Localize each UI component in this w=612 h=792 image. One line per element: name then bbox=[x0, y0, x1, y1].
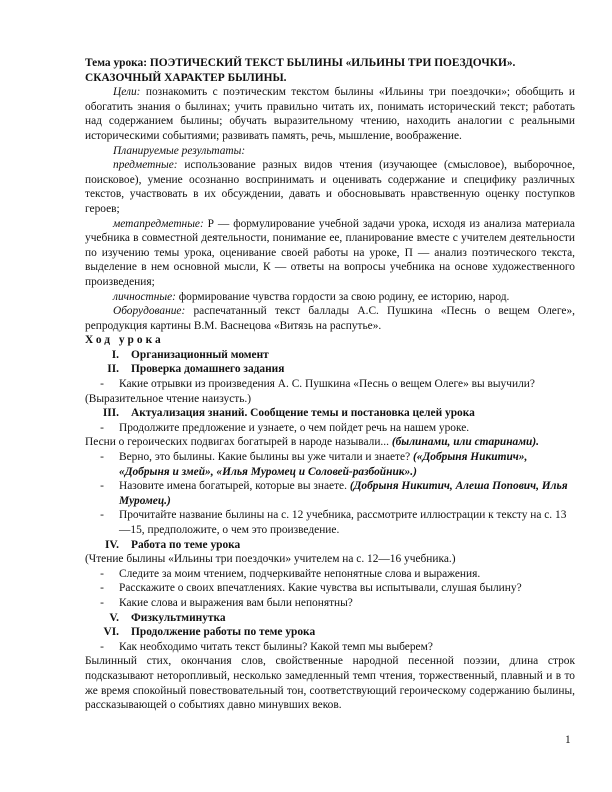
list-item bbox=[85, 567, 575, 582]
meta-results bbox=[85, 217, 575, 290]
section-number: I. bbox=[111, 348, 119, 361]
section-number: II. bbox=[107, 363, 119, 376]
meta-text: Р — формулирование учебной задачи урока, исходя из анализа материала учебника в совместной деятельности, понимание ее, планирование вместе с учителем деятельности по изучению темы урока, оценивание своей работы на уроке, П — анализ поэтического текста, выделение в нем основной мысли, К — ответы на вопросы учебника на основе художественного произведения; bbox=[85, 217, 575, 288]
question-text: Верно, это былины. Какие былины вы уже читали и знаете? bbox=[119, 451, 413, 464]
list-item bbox=[85, 596, 575, 611]
dash-marker: - bbox=[100, 509, 104, 522]
list-item bbox=[85, 479, 575, 508]
list-item-text bbox=[119, 450, 575, 479]
planned-results-label: Планируемые результаты: bbox=[113, 144, 246, 157]
section-2 bbox=[85, 362, 575, 377]
heroes-paragraph bbox=[85, 435, 575, 450]
dash-marker: - bbox=[100, 378, 104, 391]
document-page bbox=[85, 56, 575, 713]
dash-marker: - bbox=[100, 640, 104, 653]
note-text: (Выразительное чтение наизусть.) bbox=[85, 392, 252, 405]
equipment-label: Оборудование: bbox=[113, 305, 186, 318]
answer-text: (былинами, или старинами). bbox=[391, 436, 540, 449]
list-item bbox=[85, 377, 575, 392]
question-text: Назовите имена богатырей, которые вы знаете. bbox=[119, 480, 350, 493]
list-item-text: Следите за моим чтением, подчеркивайте непонятные слова и выражения. bbox=[119, 567, 481, 580]
section-title: Физкультминутка bbox=[131, 611, 226, 624]
final-paragraph: Былинный стих, окончания слов, свойственные народной песенной поэзии, длина строк подсказывают неторопливый, несколько замедленный темп чтения, торжественный, плавный и в то же время спокойный повествовательный тон, соответствующий героическому содержанию былины, рассказывающей о событиях давно минувших веков. bbox=[85, 655, 575, 712]
list-item bbox=[85, 581, 575, 596]
subject-text: использование разных видов чтения (изучающее (смысловое), выборочное, поисковое), умение осознанно воспринимать и оценивать содержание и специфику различных текстов, участвовать в их обсуждении, давать и обосновывать нравственную оценку поступков героев; bbox=[85, 159, 575, 215]
equipment-paragraph bbox=[85, 304, 575, 333]
section-4 bbox=[85, 538, 575, 553]
section-1 bbox=[85, 348, 575, 363]
section-number: VI. bbox=[103, 626, 119, 639]
list-item-text: Прочитайте название былины на с. 12 учебника, рассмотрите иллюстрации к тексту на с. 13—15, предположите, о чем это произведение. bbox=[119, 509, 567, 536]
section-title: Актуализация знаний. Сообщение темы и постановка целей урока bbox=[131, 407, 475, 420]
section-number: V. bbox=[109, 611, 119, 624]
section-number: III. bbox=[102, 407, 119, 420]
goals-label: Цели: bbox=[113, 86, 141, 99]
personal-label: личностные: bbox=[113, 290, 176, 303]
section-title: Продолжение работы по теме урока bbox=[131, 626, 316, 639]
list-item bbox=[85, 450, 575, 479]
dash-marker: - bbox=[100, 567, 104, 580]
dash-marker: - bbox=[100, 582, 104, 595]
paragraph-text: Песни о героических подвигах богатырей в народе называли... bbox=[85, 436, 392, 449]
answer-text: («Добрыня Никитич», «Добрыня и змей», «Илья Муромец и Соловей-разбойник».) bbox=[119, 451, 528, 478]
list-item-text: Какие слова и выражения вам были непонятны? bbox=[119, 596, 353, 609]
list-item-text bbox=[119, 479, 575, 508]
section-5 bbox=[85, 611, 575, 626]
page-number: 1 bbox=[565, 734, 571, 746]
dash-marker: - bbox=[100, 480, 104, 493]
personal-results bbox=[85, 290, 575, 305]
equipment-text: распечатанный текст баллады А.С. Пушкина «Песнь о вещем Олеге», репродукция картины В.М. Васнецова «Витязь на распутье». bbox=[85, 305, 575, 332]
section-6 bbox=[85, 625, 575, 640]
answer-text: (Добрыня Никитич, Алеша Попович, Илья Муромец.) bbox=[119, 480, 568, 507]
personal-text: формирование чувства гордости за свою родину, ее историю, народ. bbox=[175, 290, 510, 303]
goals-text: познакомить с поэтическим текстом былины «Ильины три поездочки»; обобщить и обогатить знания о былинах; учить правильно читать их, понимать исторический текст; работать над содержанием былины; обучать выразительному чтению, находить аналогии с реальными историческими событиями; развивать память, речь, мышление, воображение. bbox=[85, 86, 575, 142]
lesson-title: Тема урока: ПОЭТИЧЕСКИЙ ТЕКСТ БЫЛИНЫ «ИЛЬИНЫ ТРИ ПОЕЗДОЧКИ». СКАЗОЧНЫЙ ХАРАКТЕР БЫЛИНЫ. bbox=[85, 57, 516, 84]
subject-label: предметные: bbox=[113, 159, 178, 172]
list-item bbox=[85, 421, 575, 436]
list-item-text: Как необходимо читать текст былины? Какой темп мы выберем? bbox=[119, 640, 433, 653]
list-item-text: Какие отрывки из произведения А. С. Пушкина «Песнь о вещем Олеге» вы выучили? bbox=[119, 378, 535, 391]
dash-marker: - bbox=[100, 451, 104, 464]
course-heading: Ход урока bbox=[85, 334, 164, 347]
section-title: Проверка домашнего задания bbox=[131, 363, 285, 376]
section-number: IV. bbox=[104, 538, 119, 551]
meta-label: метапредметные: bbox=[113, 217, 204, 230]
note-text: (Чтение былины «Ильины три поездочки» учителем на с. 12—16 учебника.) bbox=[85, 553, 456, 566]
list-item-text: Расскажите о своих впечатлениях. Какие чувства вы испытывали, слушая былину? bbox=[119, 582, 522, 595]
list-item bbox=[85, 508, 575, 537]
list-item-text: Продолжите предложение и узнаете, о чем пойдет речь на нашем уроке. bbox=[119, 421, 470, 434]
section-title: Работа по теме урока bbox=[131, 538, 241, 551]
goals-paragraph bbox=[85, 85, 575, 143]
section-3 bbox=[85, 406, 575, 421]
section-title: Организационный момент bbox=[131, 348, 269, 361]
dash-marker: - bbox=[100, 596, 104, 609]
dash-marker: - bbox=[100, 421, 104, 434]
subject-results bbox=[85, 158, 575, 216]
list-item bbox=[85, 640, 575, 655]
